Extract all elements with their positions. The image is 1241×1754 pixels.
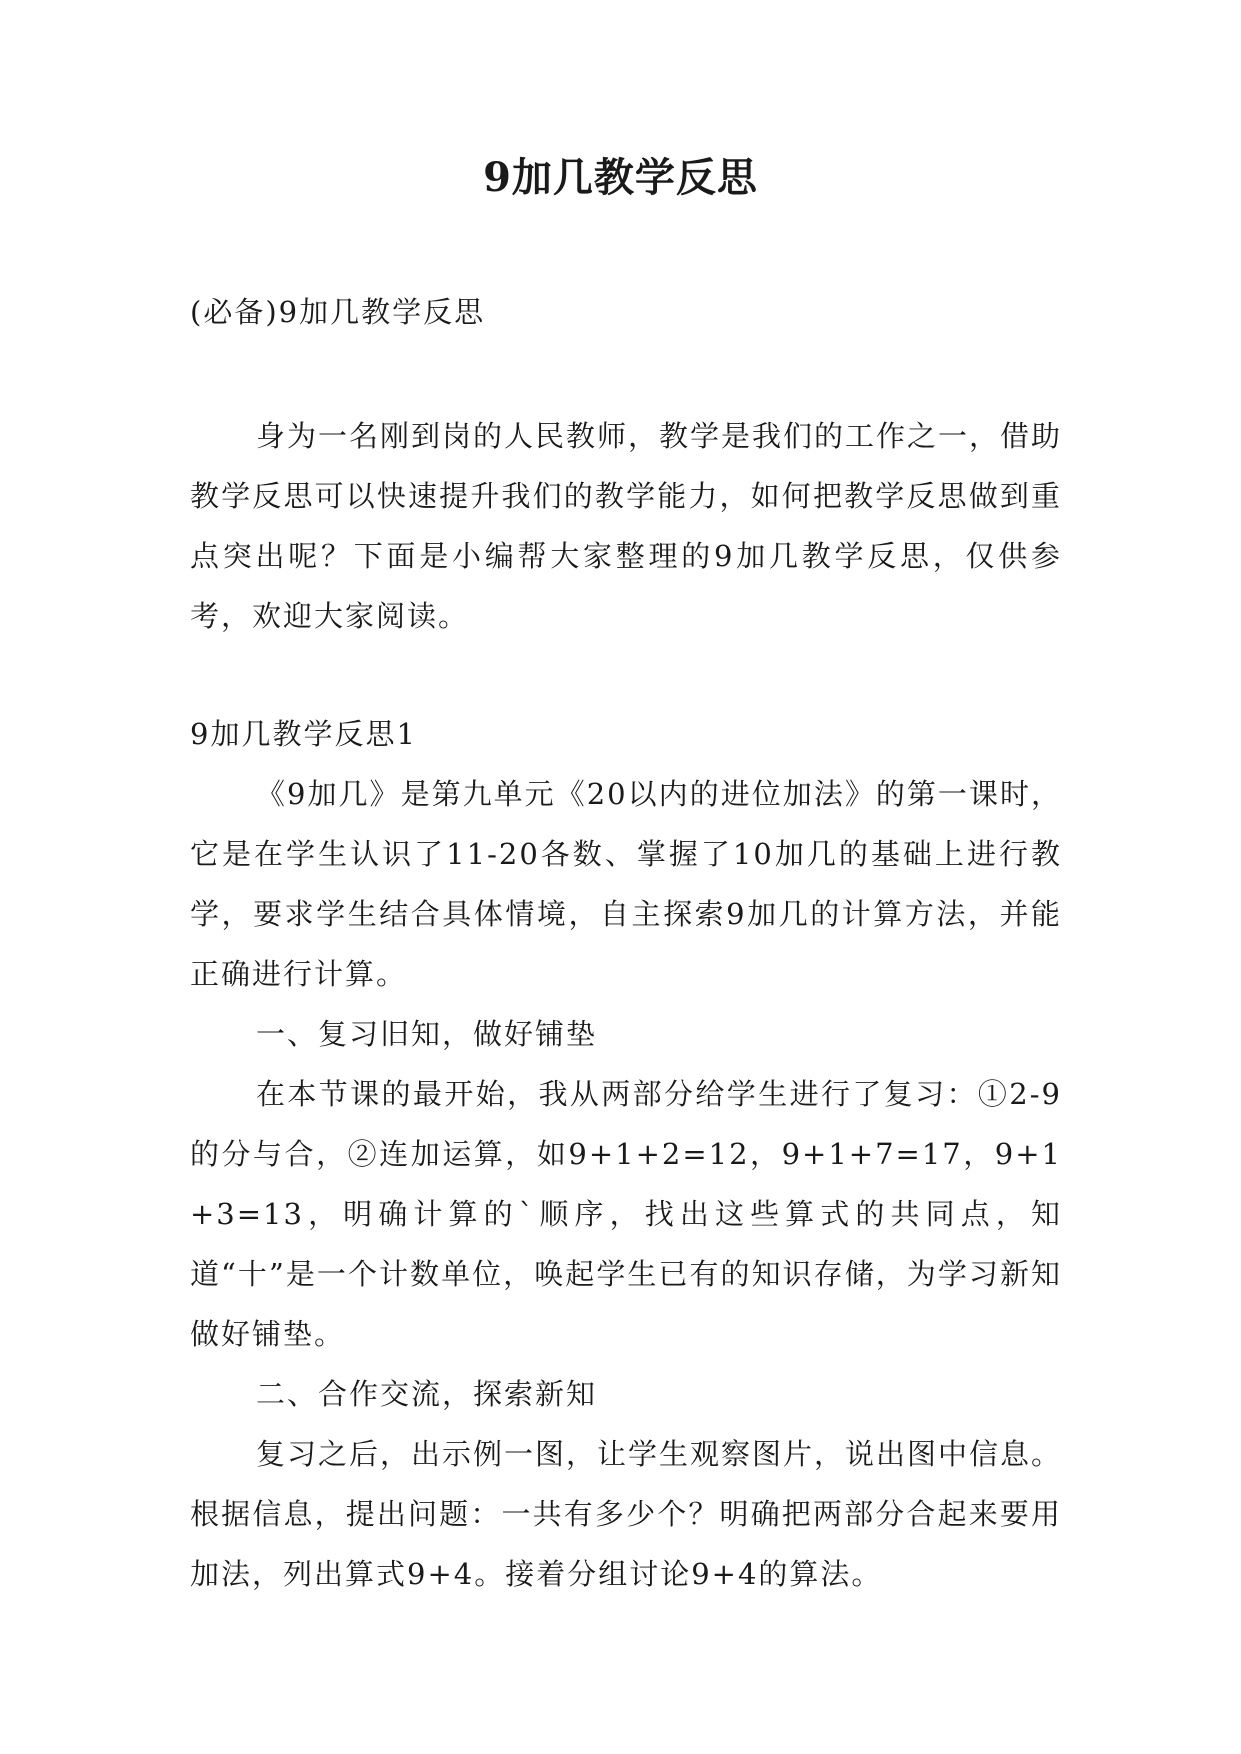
spacer bbox=[190, 342, 1062, 406]
section-paragraph: 《9加几》是第九单元《20以内的进位加法》的第一课时，它是在学生认识了11-20各数、掌握了10加几的基础上进行教学，要求学生结合具体情境，自主探索9加几的计算方法，并能正确进行计算。 bbox=[190, 777, 1062, 991]
point-paragraph-review: 在本节课的最开始，我从两部分给学生进行了复习：①2-9的分与合，②连加运算，如9+1+2=12，9+1+7=17，9+1+3=13，明确计算的`顺序，找出这些算式的共同点，知道“十”是一个计数单位，唤起学生已有的知识存储，为学习新知做好铺垫。 bbox=[190, 1077, 1062, 1351]
document-title: 9加几教学反思 bbox=[483, 154, 758, 201]
point-heading-explore: 二、合作交流，探索新知 bbox=[256, 1377, 598, 1411]
point-paragraph-explore: 复习之后，出示例一图，让学生观察图片，说出图中信息。根据信息，提出问题：一共有多少个？明确把两部分合起来要用加法，列出算式9+4。接着分组讨论9+4的算法。 bbox=[190, 1437, 1063, 1591]
spacer bbox=[190, 646, 1062, 704]
intro-paragraph: 身为一名刚到岗的人民教师，教学是我们的工作之一，借助教学反思可以快速提升我们的教学能力，如何把教学反思做到重点突出呢？下面是小编帮大家整理的9加几教学反思，仅供参考，欢迎大家阅读。 bbox=[190, 419, 1063, 633]
point-heading-review: 一、复习旧知，做好铺垫 bbox=[256, 1017, 598, 1051]
section-heading: 9加几教学反思1 bbox=[190, 717, 417, 751]
document-subtitle: (必备)9加几教学反思 bbox=[190, 295, 486, 329]
document-body bbox=[190, 282, 1062, 1604]
